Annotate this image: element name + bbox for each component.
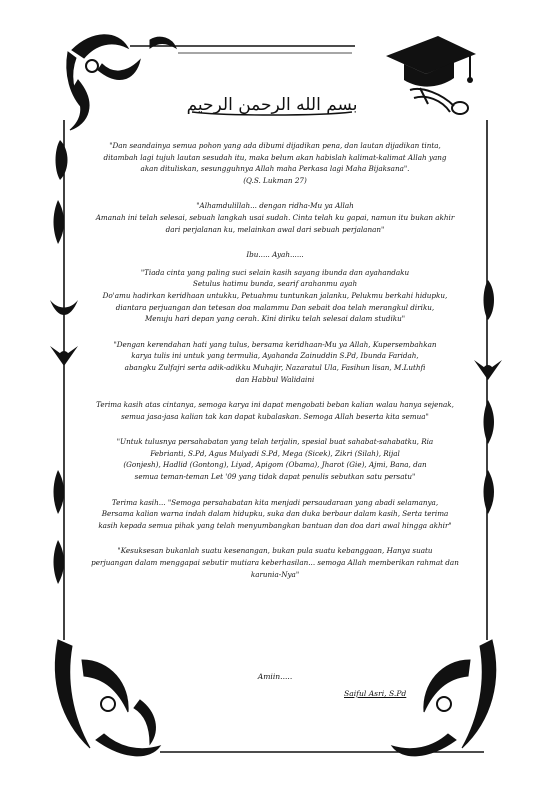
corner-ornament-top-left (67, 35, 176, 130)
corner-ornament-bottom-right (392, 640, 496, 756)
text-line: kasih kepada semua pihak yang telah menyumbangkan bantuan dan doa dari awal hingga akhir" (98, 520, 452, 530)
basmala-calligraphy (186, 88, 358, 118)
text-line: karya tulis ini untuk yang termulia, Ayahanda Zainuddin S.Pd, Ibunda Faridah, (131, 351, 419, 361)
text-line: karunia-Nya" (250, 569, 300, 579)
text-line: "Untuk tulusnya persahabatan yang telah terjalin, spesial buat sahabat-sahabatku, Ria (116, 437, 434, 447)
text-line: dari perjalanan ku, melainkan awal dari sebuah perjalanan" (165, 224, 385, 234)
basmala-calligraphy-art (186, 88, 358, 118)
text-line: "Alhamdulillah... dengan ridha-Mu ya Allah (196, 201, 354, 211)
signature-name: Saiful Asri, S.Pd (344, 689, 407, 698)
paragraph-friends (86, 436, 464, 482)
text-line: Terima kasih... "Semoga persahabatan kita menjadi persaudaraan yang abadi selamanya, (111, 497, 439, 507)
graduation-cap-icon (380, 28, 480, 118)
paragraph-alhamdulillah (86, 200, 464, 235)
amin-text: Amiin..... (257, 672, 293, 681)
paragraph-quran-quote (86, 140, 464, 186)
text-line: Do'amu hadirkan keridhaan untukku, Petuahmu tuntunkan jalanku, Pelukmu berkahi hidupku, (102, 290, 448, 300)
text-line: Febrianti, S.Pd, Agus Mulyadi S.Pd, Mega (Sicek), Zikri (Silah), Rijal (150, 448, 400, 458)
text-line: akan dituliskan, sesungguhnya Allah maha Perkasa lagi Maha Bijaksana". (140, 164, 410, 174)
paragraph-thanks (86, 399, 464, 422)
text-line: ditambah lagi tujuh lautan sesudah itu, maka belum akan habislah kalimat-kalimat Allah yang (103, 152, 447, 162)
paragraph-friendship-thanks (86, 497, 464, 532)
text-line: "Dan seandainya semua pohon yang ada dibumi dijadikan pena, dan lautan dijadikan tinta, (109, 141, 441, 150)
text-line: dan Habbul Walidaini (235, 374, 315, 384)
paragraph-closing (86, 545, 464, 580)
text-line: Ibu..... Ayah...... (246, 250, 304, 260)
text-line: (Q.S. Lukman 27) (243, 175, 307, 185)
text-line: Terima kasih atas cintanya, semoga karya ini dapat mengobati beban kalian walau hanya sejenak, (96, 400, 454, 410)
paragraph-ibu-ayah (86, 249, 464, 261)
text-line: abangku Zulfajri serta adik-adikku Muhajir, Nazaratul Ula, Fasihun lisan, M.Luthfi (124, 362, 426, 372)
basmala-text: بسم الله الرحمن الرحيم (186, 95, 358, 115)
text-line: (Gonjesh), Hadlid (Gontong), Liyad, Apigom (Obama), Jharot (Gie), Ajmi, Bana, dan (123, 460, 427, 470)
side-ornaments-right (474, 280, 502, 514)
text-line: Setulus hatimu bunda, searif arahanmu ayah (192, 279, 358, 289)
text-line: "Tiada cinta yang paling suci selain kasih sayang ibunda dan ayahandaku (140, 267, 410, 277)
diploma-scroll-icon (410, 88, 468, 114)
text-line: Amanah ini telah selesai, sebuah langkah usai sudah. Cinta telah ku gapai, namun itu bukan akhir (95, 212, 455, 222)
paragraph-dedication-family (86, 339, 464, 385)
text-line: "Kesuksesan bukanlah suatu kesenangan, bukan pula suatu kebanggaan, Hanya suatu (117, 546, 433, 556)
dedication-text (86, 140, 464, 594)
text-line: Bersama kalian warna indah dalam hidupku, suka dan duka berbaur dalam kasih, Serta terima (101, 509, 449, 519)
text-line: semua jasa-jasa kalian tak kan dapat kubalaskan. Semoga Allah beserta kita semua" (121, 411, 429, 421)
paragraph-dedication-parents (86, 267, 464, 325)
text-line: semua teman-teman Let '09 yang tidak dapat penulis sebutkan satu persatu" (134, 472, 416, 482)
corner-ornament-bottom-left (55, 640, 160, 756)
text-line: "Dengan kerendahan hati yang tulus, bersama keridhaan-Mu ya Allah, Kupersembahkan (113, 339, 437, 349)
text-line: Menuju hari depan yang cerah. Kini diriku telah selesai dalam studiku" (144, 314, 406, 324)
text-line: diantara perjuangan dan tetesan doa malammu Dan sebait doa telah merangkul diriku, (115, 302, 435, 312)
text-line: perjuangan dalam menggapai sebutir mutiara keberhasilan... semoga Allah memberikan rahmat dan (91, 558, 459, 568)
